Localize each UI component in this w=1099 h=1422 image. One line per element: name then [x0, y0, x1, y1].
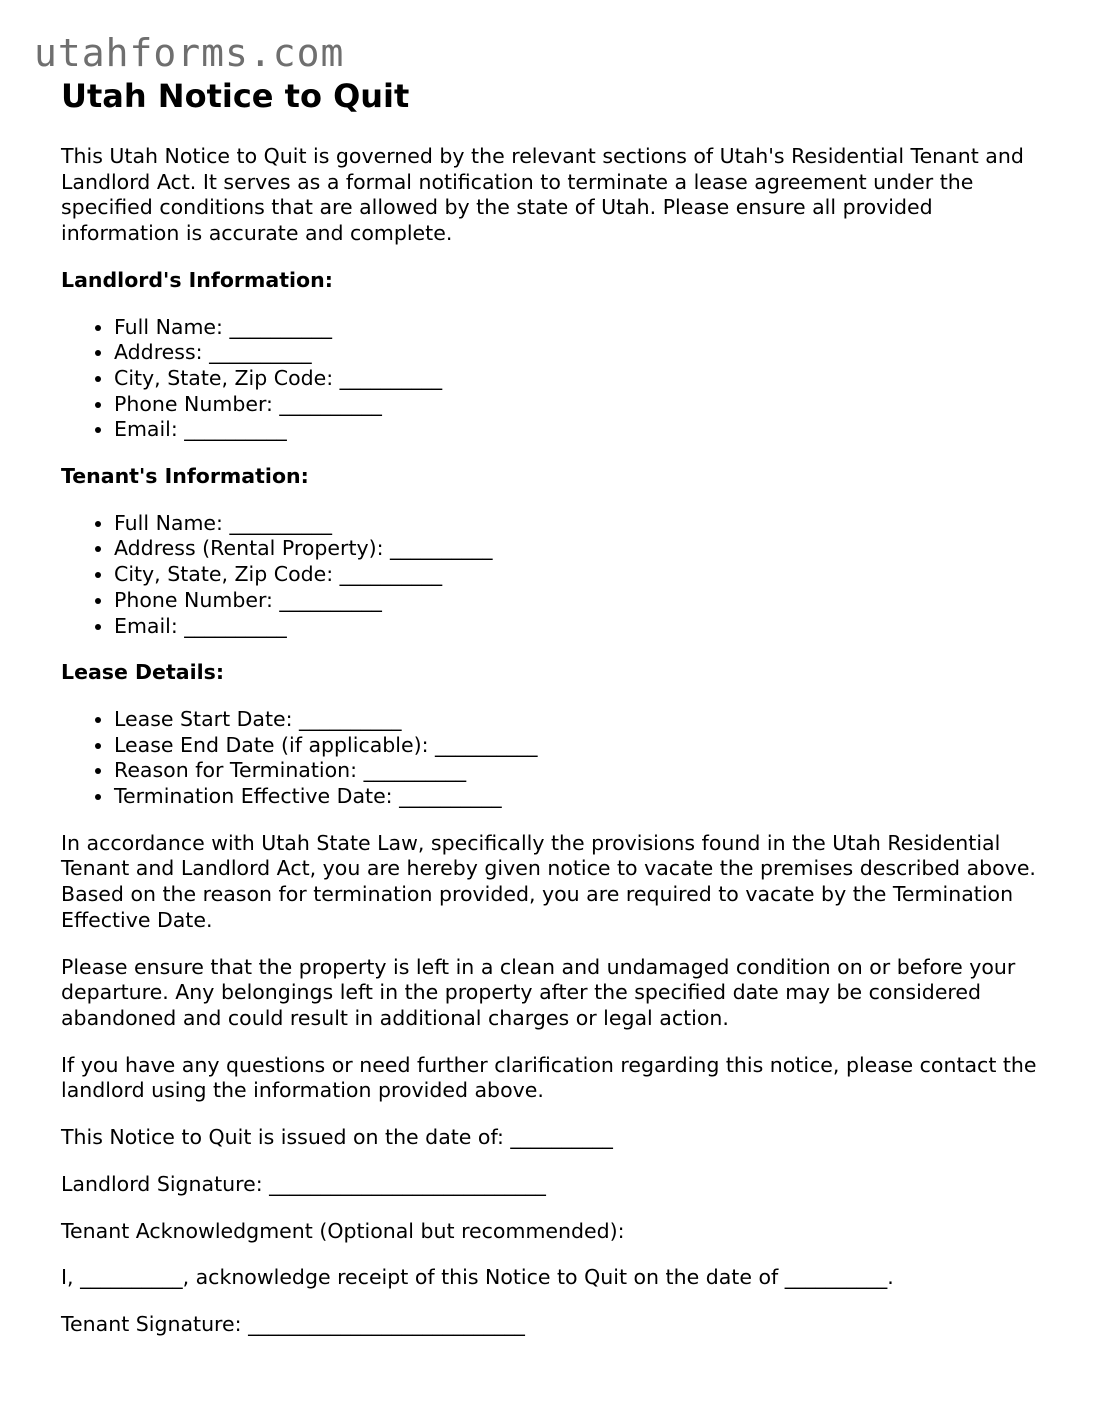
- termination-effective-date: • Termination Effective Date: __________: [114, 784, 1041, 810]
- tenant-phone: • Phone Number: __________: [114, 588, 1041, 614]
- questions-paragraph: If you have any questions or need further clarification regarding this notice, please contact the landlord using the information provided above.: [61, 1052, 1037, 1103]
- landlord-signature-line: Landlord Signature: ___________________________: [61, 1171, 546, 1196]
- tenant-full-name: • Full Name: __________: [114, 511, 1041, 537]
- tenant-city-state-zip: • City, State, Zip Code: __________: [114, 562, 1041, 588]
- landlord-phone: • Phone Number: __________: [114, 392, 1041, 418]
- acknowledgment-statement: I, __________, acknowledge receipt of this Notice to Quit on the date of __________.: [61, 1265, 894, 1290]
- intro-paragraph: This Utah Notice to Quit is governed by the relevant sections of Utah's Residential Tenant and Landlord Act. It serves as a formal notification to terminate a lease agreement under the specified conditions that are allowed by the state of Utah. Please ensure all provided information is accurate and complete.: [61, 144, 1024, 246]
- acknowledgment-heading: Tenant Acknowledgment (Optional but recommended):: [61, 1218, 625, 1243]
- landlord-section-heading: Landlord's Information:: [61, 267, 333, 292]
- landlord-city-state-zip: • City, State, Zip Code: __________: [114, 366, 1041, 392]
- notice-paragraph: In accordance with Utah State Law, specifically the provisions found in the Utah Residential Tenant and Landlord Act, you are hereby given notice to vacate the premises described above. Based on the reason for termination provided, you are required to vacate by the Termination Effective Date.: [61, 830, 1036, 932]
- page-title: Utah Notice to Quit: [61, 77, 410, 115]
- lease-section-heading: Lease Details:: [61, 660, 225, 685]
- watermark: utahforms.com: [34, 31, 345, 75]
- tenant-section-heading: Tenant's Information:: [61, 464, 309, 489]
- tenant-email: • Email: __________: [114, 614, 1041, 640]
- landlord-address: • Address: __________: [114, 340, 1041, 366]
- lease-start-date: • Lease Start Date: __________: [114, 707, 1041, 733]
- issue-date-line: This Notice to Quit is issued on the date of: __________: [61, 1125, 613, 1150]
- lease-details-list: [61, 707, 1041, 810]
- landlord-full-name: • Full Name: __________: [114, 315, 1041, 341]
- document-body: [61, 76, 1041, 1359]
- condition-paragraph: Please ensure that the property is left in a clean and undamaged condition on or before your departure. Any belongings left in the property after the specified date may be considered abandoned and could result in additional charges or legal action.: [61, 954, 1016, 1030]
- tenant-signature-line: Tenant Signature: ___________________________: [61, 1311, 525, 1336]
- tenant-address: • Address (Rental Property): __________: [114, 536, 1041, 562]
- lease-end-date: • Lease End Date (if applicable): __________: [114, 733, 1041, 759]
- tenant-info-list: [61, 511, 1041, 640]
- landlord-info-list: [61, 315, 1041, 444]
- landlord-email: • Email: __________: [114, 417, 1041, 443]
- termination-reason: • Reason for Termination: __________: [114, 758, 1041, 784]
